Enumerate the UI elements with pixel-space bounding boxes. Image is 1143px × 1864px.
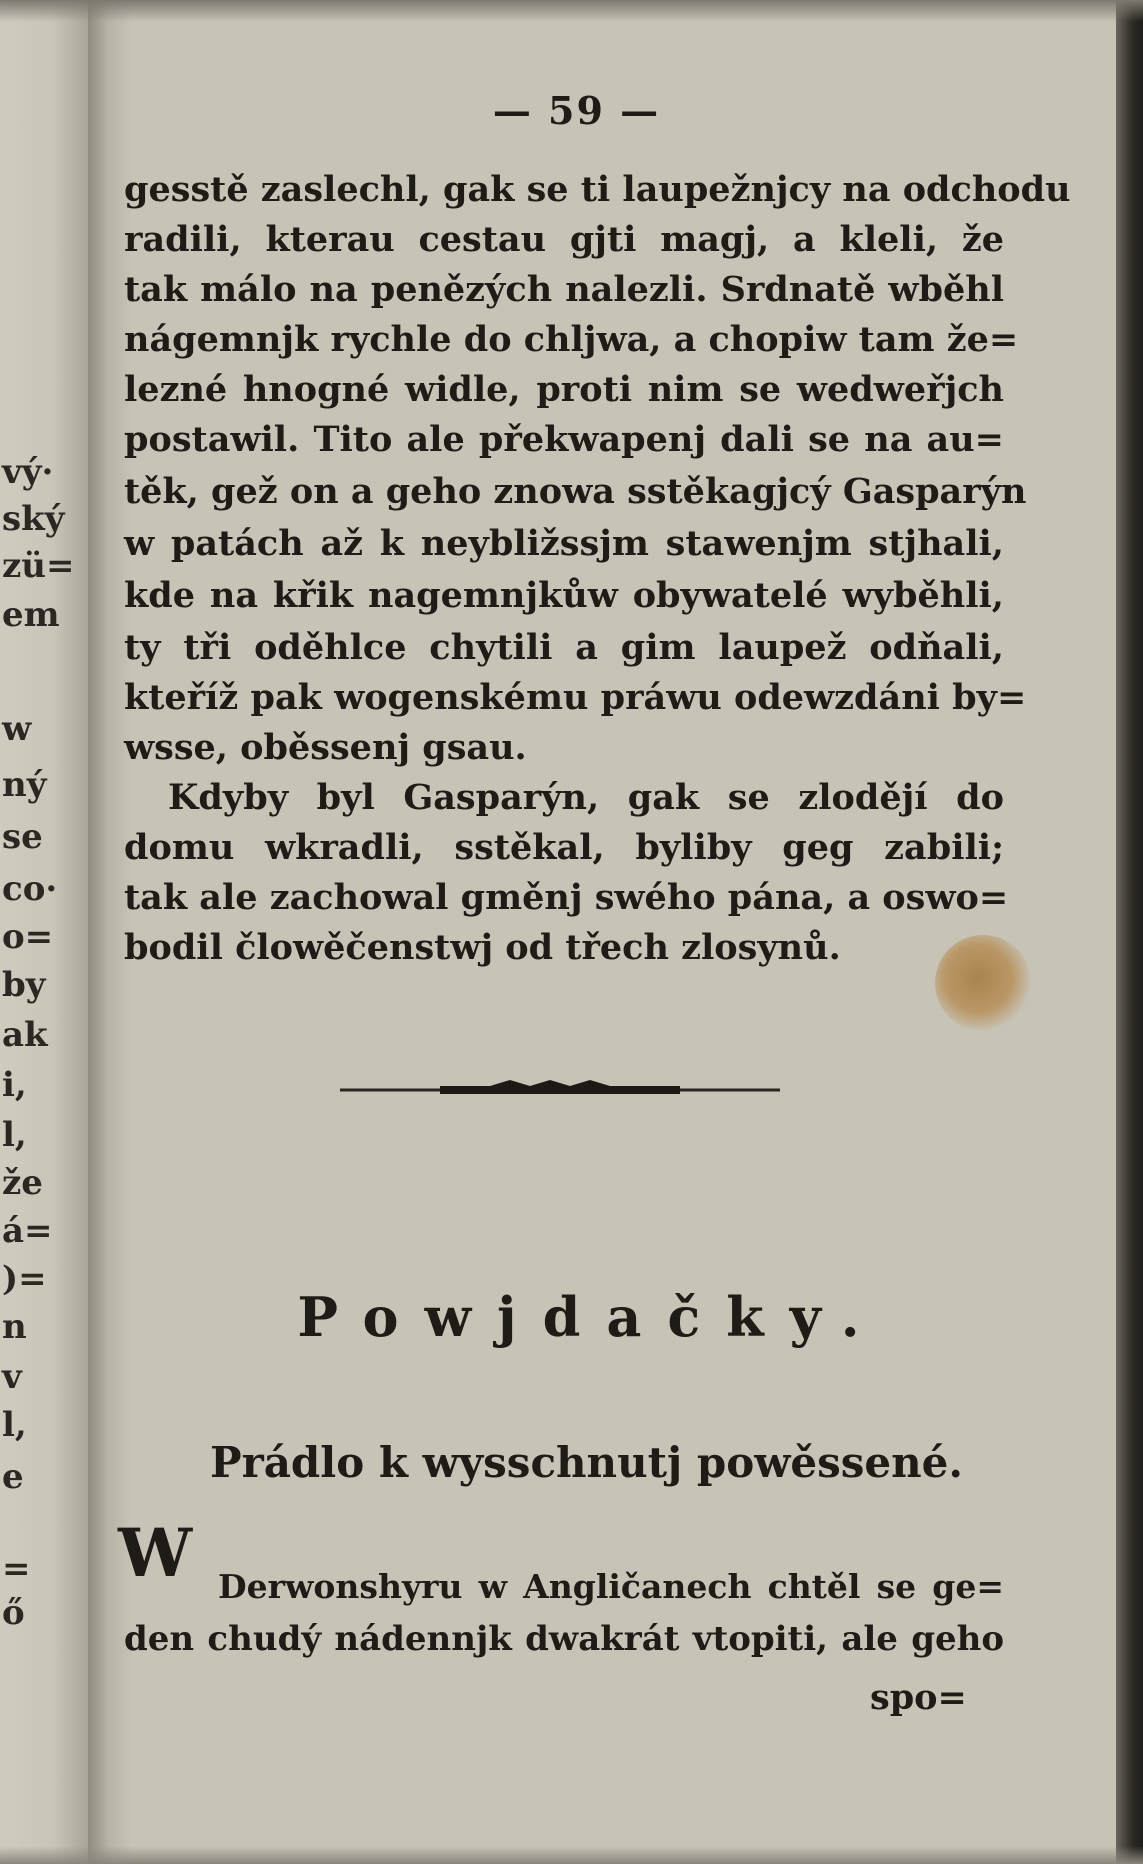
text-line: gesstě zaslechl, gak se ti laupežnjcy na odchodu: [124, 169, 1071, 210]
text-line: postawil. Tito ale překwapenj dali se na au=: [124, 419, 1004, 460]
fragment: e: [2, 1457, 24, 1497]
top-shadow: [0, 0, 1143, 22]
text-line: bodil člowěčenstwj od třech zlosynů.: [124, 927, 841, 968]
fragment: vý·: [2, 452, 54, 492]
previous-page-edge: [0, 0, 88, 1864]
text-line: spo=: [870, 1677, 967, 1718]
page-number: — 59 —: [492, 88, 661, 133]
text-line: ty tři oděhlce chytili a gim laupež odňali,: [124, 627, 1004, 668]
bottom-shadow: [0, 1846, 1143, 1864]
fragment: že: [2, 1163, 43, 1203]
page-edge-shadow: [1116, 0, 1143, 1864]
fragment: l,: [2, 1405, 27, 1445]
fragment: v: [2, 1357, 22, 1397]
fragment: á=: [2, 1211, 53, 1251]
fragment: ný: [2, 765, 47, 805]
fragment: l,: [2, 1115, 27, 1155]
fragment: by: [2, 965, 46, 1005]
fragment: ő: [2, 1593, 25, 1633]
fragment: ský: [2, 499, 65, 539]
text-line: tak ale zachowal gměnj swého pána, a oswo=: [124, 877, 1009, 918]
section-divider-ornament: [340, 1078, 780, 1102]
fragment: zü=: [2, 546, 75, 586]
story-title: Prádlo k wysschnutj powěssené.: [209, 1438, 963, 1487]
text-line: nágemnjk rychle do chljwa, a chopiw tam že=: [124, 319, 1019, 360]
text-line: těk, gež on a geho znowa sstěkagjcý Gasparýn: [124, 471, 1027, 512]
fragment: i,: [2, 1065, 27, 1105]
text-line: den chudý nádennjk dwakrát vtopiti, ale geho: [124, 1619, 1004, 1659]
text-line: kde na křik nagemnjkůw obywatelé wyběhli,: [124, 575, 1004, 616]
text-line: kteříž pak wogenskému práwu odewzdáni by=: [124, 677, 1027, 718]
text-line: Derwonshyru w Angličanech chtěl se ge=: [218, 1567, 1004, 1606]
text-line: lezné hnogné widle, proti nim se wedweřjch: [124, 369, 1004, 410]
fragment: ak: [2, 1015, 48, 1055]
text-line: radili, kterau cestau gjti magj, a kleli, že: [124, 219, 1004, 260]
fragment: =: [2, 1549, 31, 1589]
fragment: w: [2, 709, 32, 749]
text-line: Kdyby byl Gasparýn, gak se zlodějí do: [168, 777, 1004, 818]
text-line: wsse, oběssenj gsau.: [124, 727, 527, 768]
fragment: n: [2, 1307, 27, 1347]
section-title: Powjdačky.: [297, 1285, 886, 1349]
drop-cap: W: [118, 1514, 193, 1592]
fragment: )=: [2, 1259, 47, 1299]
text-line: w patách až k neybližssjm stawenjm stjhali,: [124, 523, 1004, 564]
text-line: domu wkradli, sstěkal, byliby geg zabili;: [124, 827, 1004, 868]
fragment: o=: [2, 917, 54, 957]
fragment: se: [2, 817, 43, 857]
fragment: co·: [2, 869, 58, 909]
fragment: em: [2, 595, 60, 635]
text-line: tak málo na penězých nalezli. Srdnatě wběhl: [124, 269, 1004, 310]
